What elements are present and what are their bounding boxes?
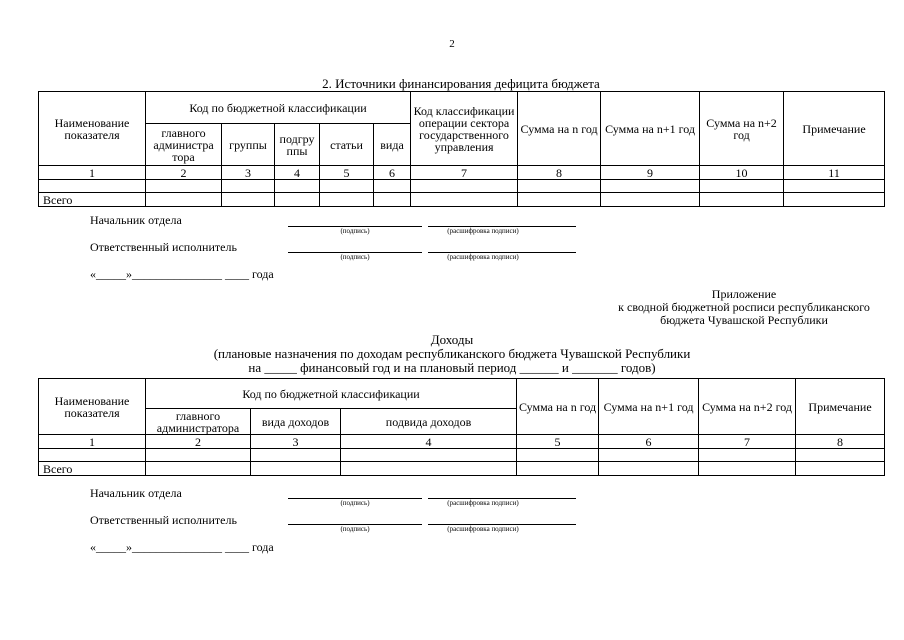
decode-caption: (расшифровка подписи) bbox=[447, 227, 519, 235]
col-number: 10 bbox=[700, 166, 784, 180]
decode-caption: (расшифровка подписи) bbox=[447, 253, 519, 261]
head-of-dept-label: Начальник отдела bbox=[90, 486, 182, 500]
header-note: Примечание bbox=[784, 92, 885, 166]
appendix-line2: к сводной бюджетной росписи республиканского bbox=[618, 300, 870, 314]
col-number: 5 bbox=[320, 166, 374, 180]
sign-caption: (подпись) bbox=[340, 227, 370, 235]
column-numbers-row bbox=[39, 166, 885, 180]
total-label: Всего bbox=[39, 193, 146, 207]
header-article: статьи bbox=[320, 124, 374, 166]
sign-caption: (подпись) bbox=[340, 525, 370, 533]
page-number: 2 bbox=[449, 38, 455, 50]
executor-label: Ответственный исполнитель bbox=[90, 513, 237, 527]
col-number: 1 bbox=[39, 166, 146, 180]
col-number: 6 bbox=[374, 166, 411, 180]
col-number: 3 bbox=[251, 435, 341, 449]
date-line: «_____»_______________ ____ года bbox=[90, 540, 274, 554]
header-subgroup: подгру ппы bbox=[275, 124, 320, 166]
header-kind: вида bbox=[374, 124, 411, 166]
appendix-block bbox=[590, 288, 898, 327]
column-numbers-row bbox=[39, 435, 885, 449]
header-name: Наименование показателя bbox=[39, 92, 146, 166]
header-income-kind: вида доходов bbox=[251, 409, 341, 435]
section2-subtitle2: на _____ финансовый год и на плановый период ______ и _______ годов) bbox=[248, 360, 656, 375]
total-row bbox=[39, 462, 885, 476]
col-number: 4 bbox=[275, 166, 320, 180]
date-line: «_____»_______________ ____ года bbox=[90, 267, 274, 281]
header-sum-n1: Сумма на n+1 год bbox=[599, 379, 699, 435]
col-number: 3 bbox=[222, 166, 275, 180]
decode-caption: (расшифровка подписи) bbox=[447, 525, 519, 533]
header-code-group: Код по бюджетной классификации bbox=[146, 379, 517, 409]
col-number: 8 bbox=[796, 435, 885, 449]
header-sum-n: Сумма на n год bbox=[518, 92, 601, 166]
col-number: 7 bbox=[411, 166, 518, 180]
col-number: 4 bbox=[341, 435, 517, 449]
sign-caption: (подпись) bbox=[340, 253, 370, 261]
section2-subtitle1: (плановые назначения по доходам республиканского бюджета Чувашской Республики bbox=[213, 346, 691, 361]
income-table bbox=[38, 378, 885, 476]
header-sum-n2: Сумма на n+2 год bbox=[700, 92, 784, 166]
header-name: Наименование показателя bbox=[39, 379, 146, 435]
appendix-line1: Приложение bbox=[711, 287, 777, 301]
col-number: 11 bbox=[784, 166, 885, 180]
header-income-subkind: подвида доходов bbox=[341, 409, 517, 435]
header-main-admin: главного администра тора bbox=[146, 124, 222, 166]
header-code-group: Код по бюджетной классификации bbox=[146, 92, 411, 124]
total-label: Всего bbox=[39, 462, 146, 476]
col-number: 9 bbox=[601, 166, 700, 180]
empty-row bbox=[39, 180, 885, 193]
header-sum-n2: Сумма на n+2 год bbox=[699, 379, 796, 435]
section2-title: Доходы bbox=[430, 332, 474, 347]
col-number: 7 bbox=[699, 435, 796, 449]
decode-caption: (расшифровка подписи) bbox=[447, 499, 519, 507]
col-number: 2 bbox=[146, 166, 222, 180]
col-number: 2 bbox=[146, 435, 251, 449]
sign-caption: (подпись) bbox=[340, 499, 370, 507]
executor-label: Ответственный исполнитель bbox=[90, 240, 237, 254]
head-of-dept-label: Начальник отдела bbox=[90, 213, 182, 227]
total-row bbox=[39, 193, 885, 207]
header-sum-n1: Сумма на n+1 год bbox=[601, 92, 700, 166]
section1-title: 2. Источники финансирования дефицита бюджета bbox=[322, 76, 600, 91]
header-note: Примечание bbox=[796, 379, 885, 435]
financing-sources-table bbox=[38, 91, 885, 207]
header-code-ops: Код классификации операции сектора государственного управления bbox=[411, 92, 518, 166]
header-group: группы bbox=[222, 124, 275, 166]
col-number: 1 bbox=[39, 435, 146, 449]
appendix-line3: бюджета Чувашской Республики bbox=[660, 313, 828, 327]
empty-row bbox=[39, 449, 885, 462]
col-number: 8 bbox=[518, 166, 601, 180]
col-number: 5 bbox=[517, 435, 599, 449]
header-main-admin: главного администратора bbox=[146, 409, 251, 435]
col-number: 6 bbox=[599, 435, 699, 449]
header-sum-n: Сумма на n год bbox=[517, 379, 599, 435]
